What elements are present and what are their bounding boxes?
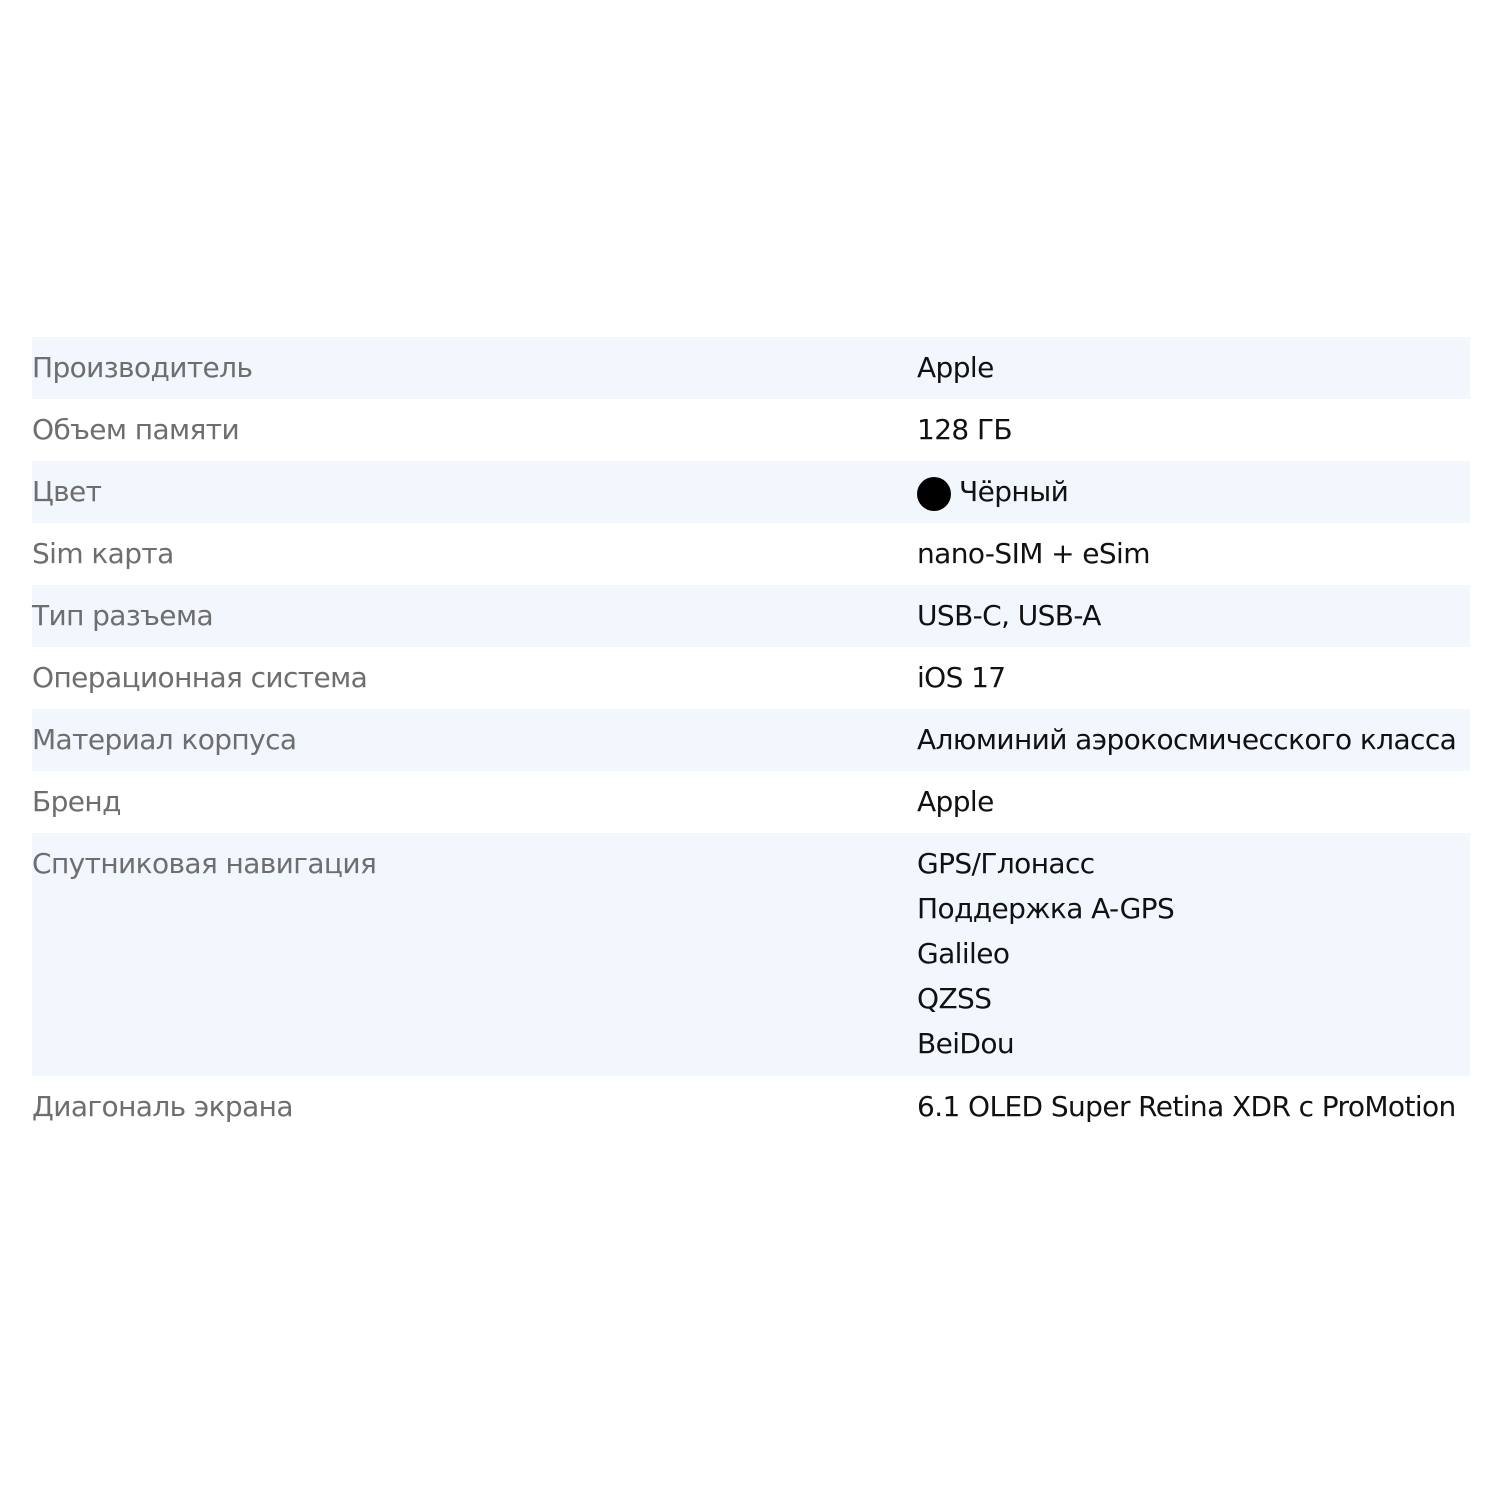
- spec-label: Объем памяти: [32, 413, 240, 446]
- spec-value: 6.1 OLED Super Retina XDR с ProMotion: [917, 1090, 1456, 1123]
- spec-value: nano-SIM + eSim: [917, 537, 1150, 570]
- spec-row-material: [32, 709, 1470, 771]
- spec-value: 128 ГБ: [917, 413, 1013, 446]
- spec-label: Спутниковая навигация: [32, 847, 377, 880]
- nav-item: BeiDou: [917, 1027, 1015, 1060]
- spec-row-color: [32, 461, 1470, 523]
- spec-label: Sim карта: [32, 537, 174, 570]
- spec-value: Алюминий аэрокосмичесского класса: [917, 723, 1457, 756]
- spec-row-connector: [32, 585, 1470, 647]
- nav-item: Поддержка A-GPS: [917, 892, 1175, 925]
- specs-table: [32, 337, 1470, 1138]
- nav-item: QZSS: [917, 982, 992, 1015]
- spec-label: Тип разъема: [32, 599, 214, 632]
- color-swatch-icon: [917, 477, 951, 511]
- spec-row-memory: [32, 399, 1470, 461]
- nav-item: GPS/Глонасс: [917, 847, 1095, 880]
- spec-label: Диагональ экрана: [32, 1090, 293, 1123]
- nav-item: Galileo: [917, 937, 1010, 970]
- spec-row-os: [32, 647, 1470, 709]
- spec-label: Производитель: [32, 351, 253, 384]
- spec-label: Цвет: [32, 475, 102, 508]
- spec-value-list: [917, 833, 1470, 1076]
- spec-value: Apple: [917, 785, 994, 818]
- spec-row-brand: [32, 771, 1470, 833]
- spec-row-sim: [32, 523, 1470, 585]
- spec-label: Материал корпуса: [32, 723, 297, 756]
- spec-value: USB-C, USB-A: [917, 599, 1101, 632]
- spec-row-navigation: [32, 833, 1470, 1076]
- spec-row-manufacturer: [32, 337, 1470, 399]
- spec-label: Операционная система: [32, 661, 368, 694]
- color-name: Чёрный: [959, 475, 1069, 508]
- spec-label: Бренд: [32, 785, 121, 818]
- spec-value-color: [917, 461, 1470, 523]
- spec-value: Apple: [917, 351, 994, 384]
- spec-row-screen: [32, 1076, 1470, 1138]
- spec-value: iOS 17: [917, 661, 1006, 694]
